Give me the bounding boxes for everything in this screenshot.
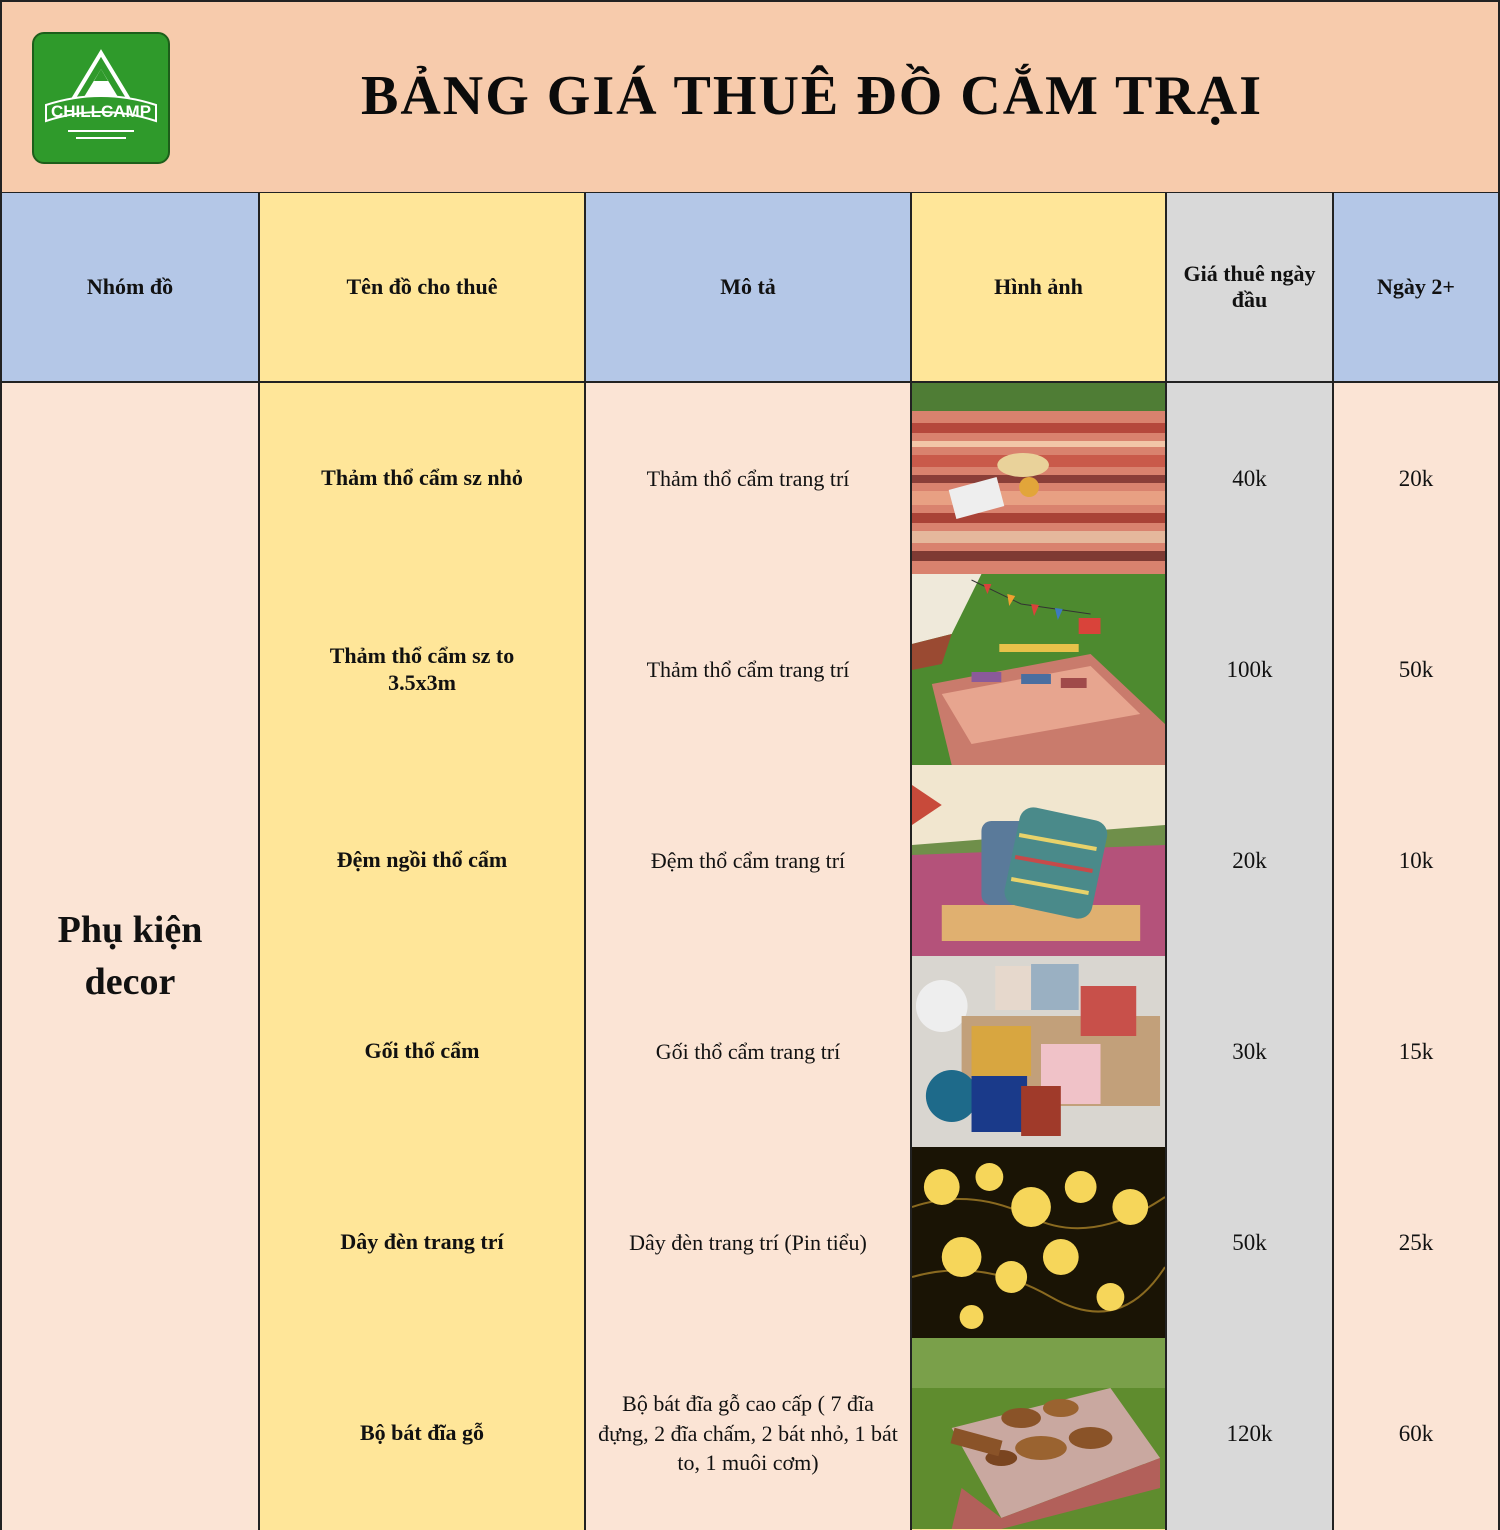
day2-price: 10k bbox=[1398, 847, 1434, 873]
first-day-price: 30k bbox=[1232, 1038, 1267, 1064]
column-day2-price bbox=[1334, 193, 1500, 1530]
item-name: Gối thổ cẩm bbox=[364, 1038, 480, 1064]
first-day-price: 50k bbox=[1232, 1229, 1267, 1255]
first-day-price: 100k bbox=[1226, 656, 1273, 682]
header-day2-price: Ngày 2+ bbox=[1334, 193, 1498, 383]
item-name: Dây đèn trang trí bbox=[340, 1229, 504, 1255]
small-rug-image bbox=[912, 383, 1165, 574]
day2-price: 50k bbox=[1398, 656, 1434, 682]
day2-price: 20k bbox=[1398, 465, 1434, 491]
first-day-price: 40k bbox=[1232, 465, 1267, 491]
pillow-image bbox=[912, 956, 1165, 1147]
mountain-icon bbox=[38, 39, 164, 157]
item-description: Gối thổ cẩm trang trí bbox=[655, 1038, 841, 1064]
item-description: Đệm thổ cẩm trang trí bbox=[650, 847, 846, 873]
header-image: Hình ảnh bbox=[912, 193, 1165, 383]
day2-price: 25k bbox=[1398, 1229, 1434, 1255]
item-name: Bộ bát đĩa gỗ bbox=[359, 1420, 485, 1446]
column-group bbox=[0, 193, 260, 1530]
column-description bbox=[586, 193, 912, 1530]
item-description: Bộ bát đĩa gỗ cao cấp ( 7 đĩa đựng, 2 đĩa chấm, 2 bát nhỏ, 1 bát to, 1 muôi cơm) bbox=[598, 1390, 898, 1476]
header-description: Mô tả bbox=[586, 193, 910, 383]
column-name bbox=[260, 193, 586, 1530]
header-first-day-price: Giá thuê ngày đầu bbox=[1167, 193, 1332, 383]
item-name: Thảm thổ cẩm sz to 3.5x3m bbox=[329, 643, 515, 695]
header-group: Nhóm đồ bbox=[2, 193, 258, 383]
cushion-image bbox=[912, 765, 1165, 956]
item-name: Thảm thổ cẩm sz nhỏ bbox=[321, 465, 523, 491]
day2-price: 60k bbox=[1398, 1420, 1434, 1446]
price-table bbox=[0, 193, 1500, 1530]
item-description: Thảm thổ cẩm trang trí bbox=[646, 656, 850, 682]
item-description: Dây đèn trang trí (Pin tiểu) bbox=[629, 1229, 867, 1255]
group-label: Phụ kiện decor bbox=[57, 909, 203, 1003]
page-title: BẢNG GIÁ THUÊ ĐỒ CẮM TRẠI bbox=[360, 65, 1264, 127]
wooden-dish-set-image bbox=[912, 1338, 1165, 1529]
first-day-price: 120k bbox=[1226, 1420, 1273, 1446]
header-banner bbox=[0, 0, 1500, 193]
item-name: Đệm ngồi thổ cẩm bbox=[336, 847, 508, 873]
column-image bbox=[912, 193, 1167, 1530]
large-rug-image bbox=[912, 574, 1165, 765]
string-lights-image bbox=[912, 1147, 1165, 1338]
item-description: Thảm thổ cẩm trang trí bbox=[646, 465, 850, 491]
header-name: Tên đồ cho thuê bbox=[260, 193, 584, 383]
column-first-day-price bbox=[1167, 193, 1334, 1530]
day2-price: 15k bbox=[1398, 1038, 1434, 1064]
chillcamp-logo bbox=[32, 32, 170, 164]
svg-text:CHILLCAMP: CHILLCAMP bbox=[50, 102, 152, 121]
first-day-price: 20k bbox=[1232, 847, 1267, 873]
